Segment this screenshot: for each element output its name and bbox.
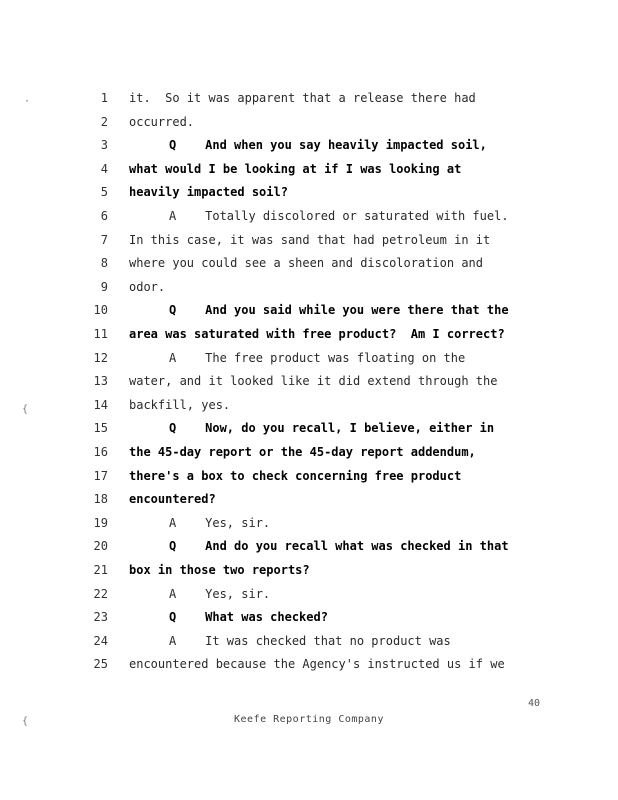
line-text: Q And when you say heavily impacted soil, [169, 138, 487, 153]
transcript-line [0, 605, 618, 629]
margin-mark: · [24, 96, 31, 107]
line-number: 5 [100, 185, 108, 200]
line-text: occurred. [129, 114, 195, 129]
line-text: heavily impacted soil? [129, 185, 288, 200]
line-number: 14 [93, 397, 108, 412]
footer-reporter: Keefe Reporting Company [234, 714, 384, 725]
transcript-line [0, 275, 618, 299]
transcript-line [0, 393, 618, 417]
line-number: 21 [93, 563, 108, 577]
transcript-line [0, 511, 618, 535]
line-text: where you could see a sheen and discoloration and [129, 256, 484, 271]
line-number: 3 [100, 138, 108, 153]
line-text: backfill, yes. [129, 397, 231, 412]
transcript-line [0, 86, 618, 110]
line-text: A Totally discolored or saturated with fuel. [169, 209, 509, 223]
line-number: 12 [93, 350, 108, 365]
line-text: Q And you said while you were there that the [169, 303, 509, 318]
line-number: 24 [93, 633, 108, 648]
transcript-line [0, 629, 618, 653]
transcript-line [0, 180, 618, 204]
line-text: there's a box to check concerning free product [129, 468, 462, 483]
margin-mark: { [22, 716, 29, 727]
transcript-line [0, 369, 618, 393]
line-text: A Yes, sir. [169, 515, 271, 530]
margin-mark: { [22, 404, 29, 415]
transcript-line [0, 228, 618, 252]
line-number: 16 [93, 445, 108, 459]
transcript-line [0, 157, 618, 181]
transcript-line [0, 133, 618, 157]
line-text: A Yes, sir. [169, 586, 271, 601]
line-text: what would I be looking at if I was looking at [129, 161, 462, 176]
line-number: 23 [93, 610, 108, 625]
transcript-line [0, 204, 618, 228]
line-text: Q Now, do you recall, I believe, either in [169, 421, 495, 436]
line-text: area was saturated with free product? Am I correct? [129, 327, 505, 341]
line-number: 7 [100, 232, 108, 247]
line-text: Q And do you recall what was checked in that [169, 539, 509, 554]
transcript-line [0, 322, 618, 346]
line-text: A The free product was floating on the [169, 350, 466, 365]
line-text: A It was checked that no product was [169, 633, 451, 648]
line-number: 15 [93, 421, 108, 436]
transcript-line [0, 110, 618, 134]
line-number: 17 [93, 468, 108, 483]
transcript-line [0, 440, 618, 464]
line-number: 18 [93, 492, 108, 507]
line-number: 10 [93, 303, 108, 318]
line-number: 8 [100, 256, 108, 271]
line-number: 25 [93, 657, 108, 672]
transcript-line [0, 251, 618, 275]
line-text: box in those two reports? [129, 563, 310, 577]
transcript-line [0, 487, 618, 511]
line-text: it. So it was apparent that a release there had [129, 91, 476, 105]
transcript-line [0, 464, 618, 488]
line-number: 9 [100, 279, 108, 294]
transcript-line [0, 652, 618, 676]
line-number: 4 [100, 161, 108, 176]
line-text: the 45-day report or the 45-day report addendum, [129, 445, 476, 459]
line-text: encountered because the Agency's instructed us if we [129, 657, 505, 672]
page-number: 40 [527, 698, 540, 709]
transcript-line [0, 558, 618, 582]
line-number: 22 [93, 586, 108, 601]
transcript-line [0, 534, 618, 558]
line-number: 13 [93, 374, 108, 389]
line-number: 20 [93, 539, 108, 554]
line-number: 6 [100, 209, 108, 223]
line-text: encountered? [129, 492, 216, 507]
line-text: water, and it looked like it did extend through the [129, 374, 498, 389]
line-number: 2 [100, 114, 108, 129]
transcript-line [0, 416, 618, 440]
line-number: 19 [93, 515, 108, 530]
line-text: odor. [129, 279, 166, 294]
line-text: Q What was checked? [169, 610, 328, 625]
transcript-line [0, 298, 618, 322]
transcript-line [0, 346, 618, 370]
line-number: 1 [100, 91, 108, 105]
line-text: In this case, it was sand that had petroleum in it [129, 232, 491, 247]
transcript-line [0, 582, 618, 606]
line-number: 11 [93, 327, 108, 341]
